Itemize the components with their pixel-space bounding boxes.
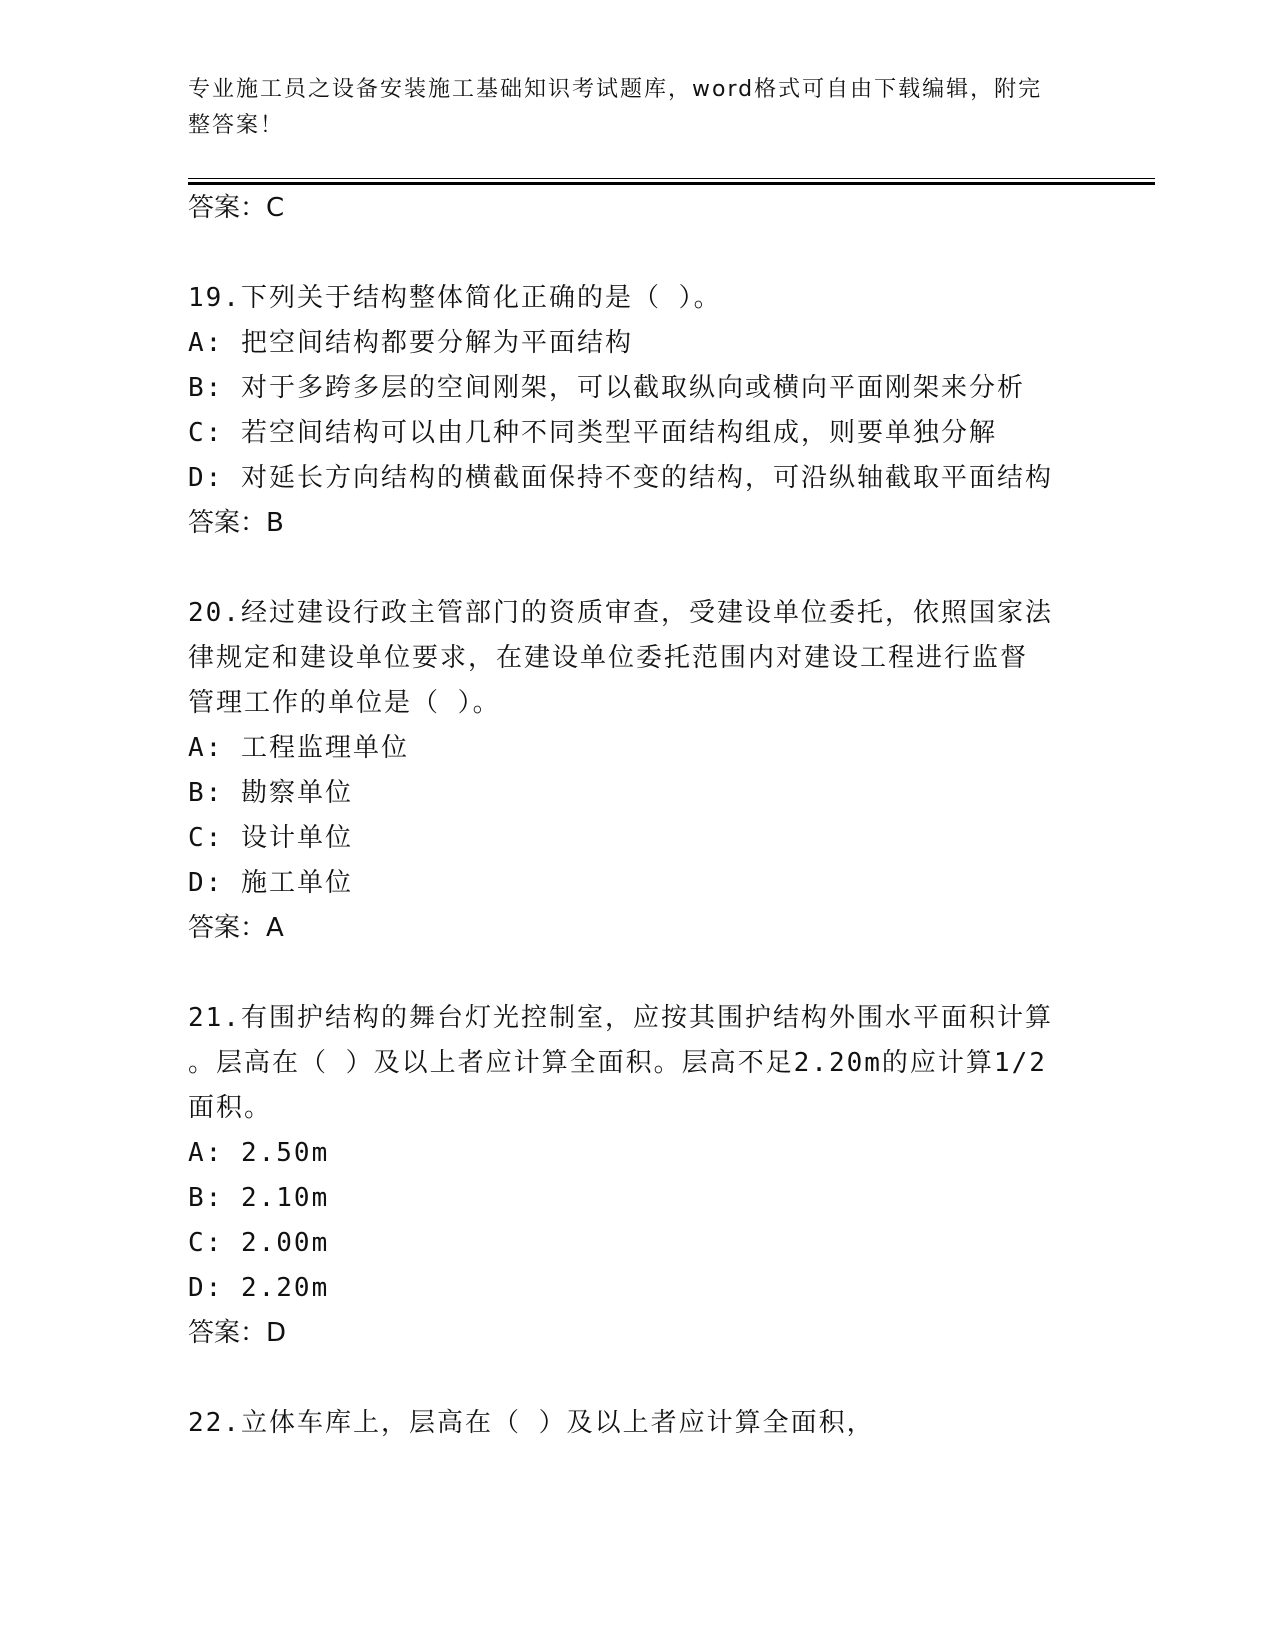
header-line-2: 整答案！: [188, 113, 285, 138]
question-stem-line: 面积。: [188, 1093, 273, 1123]
option-d: D: 施工单位: [188, 868, 353, 898]
header-line-1: 专业施工员之设备安装施工基础知识考试题库，word格式可自由下载编辑，附完: [188, 77, 1043, 102]
header-rule-thick: [188, 182, 1155, 185]
answer-value: A: [266, 913, 284, 943]
header-rule-thin: [188, 178, 1155, 179]
option-b: B: 勘察单位: [188, 778, 353, 808]
answer-line: [188, 501, 1088, 546]
answer-line: [188, 1311, 1088, 1356]
answer-value: B: [266, 508, 284, 538]
question-22: [188, 1401, 1088, 1446]
question-19: [188, 276, 1088, 546]
answer-prefix: 答案：: [188, 508, 267, 538]
option-d: D: 对延长方向结构的横截面保持不变的结构，可沿纵轴截取平面结构: [188, 463, 1053, 493]
question-stem-line: 21.有围护结构的舞台灯光控制室，应按其围护结构外围水平面积计算: [188, 1003, 1053, 1033]
question-stem-line: 管理工作的单位是（ ）。: [188, 688, 501, 718]
option-d: D: 2.20m: [188, 1273, 330, 1303]
question-20: [188, 591, 1088, 951]
question-stem: 19.下列关于结构整体简化正确的是（ ）。: [188, 283, 722, 313]
option-a: A: 2.50m: [188, 1138, 330, 1168]
question-stem-line: 20.经过建设行政主管部门的资质审查，受建设单位委托，依照国家法: [188, 598, 1053, 628]
question-list: [188, 186, 1088, 1446]
answer-value: C: [266, 193, 285, 223]
question-stem-line: 。层高在（ ）及以上者应计算全面积。层高不足2.20m的应计算1/2: [188, 1048, 1047, 1078]
option-a: A: 工程监理单位: [188, 733, 409, 763]
option-c: C: 2.00m: [188, 1228, 330, 1258]
answer-prefix: 答案：: [188, 913, 267, 943]
answer-line: [188, 906, 1088, 951]
option-c: C: 若空间结构可以由几种不同类型平面结构组成，则要单独分解: [188, 418, 997, 448]
answer-prefix: 答案：: [188, 193, 267, 223]
question-21: [188, 996, 1088, 1356]
document-header: [188, 72, 1068, 144]
option-b: B: 对于多跨多层的空间刚架，可以截取纵向或横向平面刚架来分析: [188, 373, 1025, 403]
question-stem: 22.立体车库上，层高在（ ）及以上者应计算全面积，: [188, 1408, 875, 1438]
option-c: C: 设计单位: [188, 823, 353, 853]
option-a: A: 把空间结构都要分解为平面结构: [188, 328, 633, 358]
option-b: B: 2.10m: [188, 1183, 330, 1213]
question-stem-line: 律规定和建设单位要求，在建设单位委托范围内对建设工程进行监督: [188, 643, 1029, 673]
answer-line: [188, 186, 1088, 231]
answer-prefix: 答案：: [188, 1318, 267, 1348]
answer-value: D: [266, 1318, 287, 1348]
